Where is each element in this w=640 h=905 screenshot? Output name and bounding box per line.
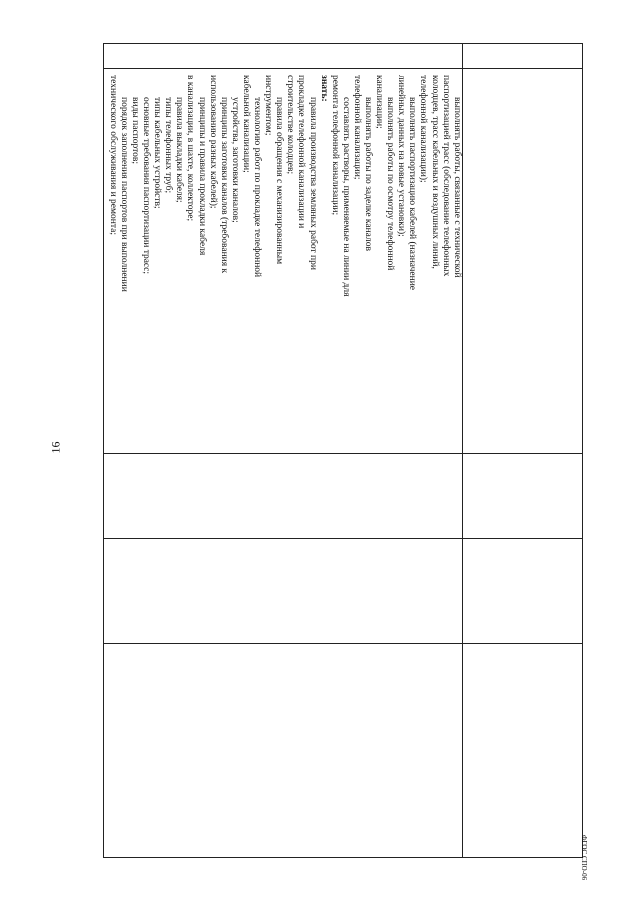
content-line: канализации; <box>374 75 385 129</box>
content-line: выполнять паспортизацию кабелей (назначение <box>407 97 418 290</box>
content-line: правила обращения с механизированным <box>274 97 285 265</box>
table <box>103 43 583 858</box>
content-line: линейных данных на новые установки); <box>396 75 407 237</box>
content-line: инструментом; <box>263 75 274 136</box>
content-line: колодцев, трасс кабельных и воздушных линий, <box>429 75 440 269</box>
content-line: технического обслуживания и ремонта; <box>107 75 118 235</box>
table-inner <box>103 43 583 858</box>
content-line: порядок заполнения паспортов при выполнении <box>118 97 129 292</box>
content-line: выполнять работы по заделке каналов <box>363 97 373 251</box>
content-line: кабельной канализации; <box>240 75 251 173</box>
empty-cell <box>104 539 462 644</box>
content-line: телефонной канализации); <box>418 75 429 183</box>
page-number: 16 <box>48 441 63 454</box>
table-row <box>104 44 462 857</box>
table-row <box>462 44 582 857</box>
content-line: принципы и правила прокладки кабеля <box>196 97 207 256</box>
content-line: ремонта телефонной канализации; <box>329 75 340 216</box>
content-line: виды паспортов; <box>130 97 141 165</box>
content-line: типы телефонных труб; <box>163 97 174 194</box>
content-line: устройства, заготовки каналов; <box>229 97 240 223</box>
content-line: выполнять работы, связанные с технической <box>451 97 462 278</box>
empty-cell <box>104 454 462 539</box>
competency-list <box>107 69 462 453</box>
content-line: строительстве колодцев; <box>285 75 296 175</box>
content-line: технологию работ по прокладке телефонной <box>252 97 263 278</box>
empty-cell <box>104 644 462 857</box>
content-line: составлять растворы, применяемые на линии для <box>340 97 351 297</box>
content-line: телефонной канализации; <box>351 75 362 180</box>
content-line: правила производства земляных работ при <box>307 97 318 270</box>
content-line: знать: <box>318 75 329 102</box>
content-line: прокладке телефонной канализации и <box>296 75 307 229</box>
content-line: использованию разных кабелей); <box>207 75 218 209</box>
content-line: основные требования паспортизации трасс; <box>141 97 152 275</box>
content-line: правила выкладки кабеля; <box>174 97 185 203</box>
content-line: в канализации, в шахте, коллекторе; <box>185 75 196 222</box>
empty-cell <box>104 44 462 69</box>
content-line: паспортизацией трасс (обследование телефонных <box>440 75 451 277</box>
footer-standard-code: ФГОС СПО-06 <box>580 835 588 881</box>
content-line: принципы заготовки каналов (требования к <box>218 97 229 274</box>
content-line: типы кабельных устройств; <box>152 97 163 209</box>
content-cell <box>104 69 462 454</box>
content-line: выполнять работы по осмотру телефонной <box>385 97 396 271</box>
